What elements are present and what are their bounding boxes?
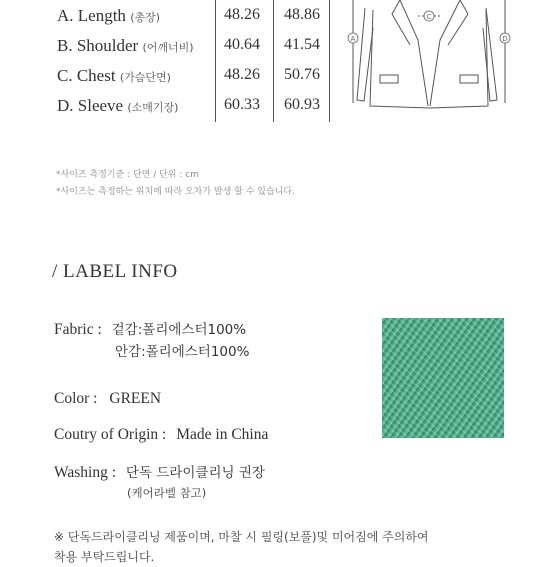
fabric-swatch	[382, 318, 504, 438]
origin-value: Made in China	[176, 426, 269, 443]
table-divider	[329, 0, 330, 122]
origin-row	[54, 426, 268, 444]
washing-label: Washing :	[54, 464, 117, 481]
origin-label: Coutry of Origin :	[54, 426, 167, 443]
footnote-line: ※ 단독드라이클리닝 제품이며, 마찰 시 필링(보풀)및 미어짐에 주의하여	[54, 530, 429, 544]
size-label-length: A. Length (총장)	[57, 6, 161, 25]
size-label-sleeve: D. Sleeve (소매기장)	[57, 96, 179, 115]
footnote-line: 착용 부탁드립니다.	[54, 550, 155, 564]
size-note: *사이즈 측정기준 : 단면 / 단위 : cm	[56, 170, 199, 180]
fabric-inner: 안감:폴리에스터100%	[115, 344, 250, 360]
fabric-row	[54, 318, 246, 339]
size-note: *사이즈는 측정하는 위치에 따라 오차가 발생 할 수 있습니다.	[56, 187, 295, 197]
size-value: 41.54	[284, 36, 320, 53]
size-label-shoulder: B. Shoulder (어깨너비)	[57, 36, 194, 55]
size-value: 50.76	[284, 66, 320, 83]
washing-value: 단독 드라이클리닝 권장	[125, 465, 265, 481]
size-value: 60.33	[224, 96, 260, 113]
size-row-sleeve	[52, 90, 330, 120]
color-row	[54, 390, 161, 408]
care-footnote	[54, 527, 429, 567]
section-title: / LABEL INFO	[52, 261, 178, 282]
size-row-chest	[52, 60, 330, 90]
size-value: 60.93	[284, 96, 320, 113]
fabric-outer: 겉감:폴리에스터100%	[111, 322, 247, 338]
washing-row	[54, 461, 265, 482]
size-label-chest: C. Chest (가슴단면)	[57, 66, 171, 85]
color-label: Color :	[54, 390, 98, 407]
size-value: 48.26	[224, 6, 260, 23]
size-row-length	[52, 0, 330, 30]
marker-d-label: D	[502, 35, 508, 43]
size-notes	[56, 167, 295, 201]
marker-c-label: C	[426, 13, 432, 21]
table-divider	[273, 0, 274, 122]
size-value: 40.64	[224, 36, 260, 53]
fabric-label: Fabric :	[54, 321, 102, 338]
washing-note-row	[127, 484, 206, 502]
size-value: 48.26	[224, 66, 260, 83]
marker-a-label: A	[350, 35, 356, 43]
size-row-shoulder	[52, 30, 330, 60]
fabric-inner-row	[115, 340, 249, 361]
table-divider	[215, 0, 216, 122]
size-table	[52, 0, 330, 120]
jacket-diagram-icon	[340, 0, 520, 115]
color-value: GREEN	[109, 390, 162, 407]
washing-note: (케어라벨 참고)	[127, 486, 207, 500]
size-value: 48.86	[284, 6, 320, 23]
